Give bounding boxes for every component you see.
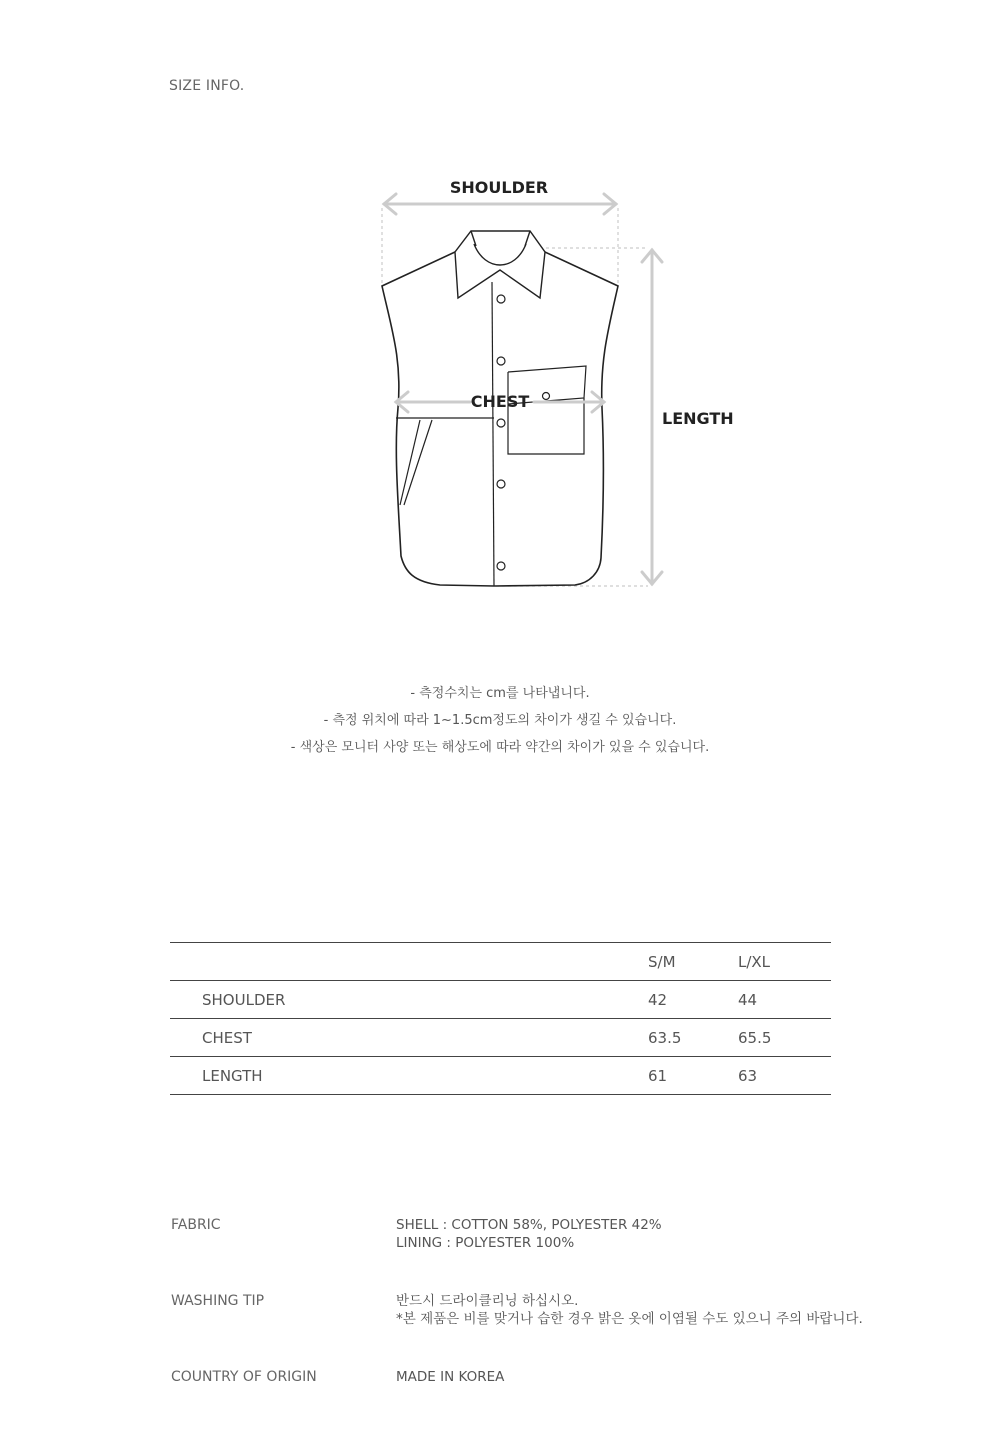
cell-value: 44 <box>738 981 831 1019</box>
table-row <box>170 1019 831 1057</box>
cell-value: 61 <box>648 1057 738 1095</box>
fabric-line: LINING : POLYESTER 100% <box>396 1235 575 1251</box>
length-label: LENGTH <box>662 409 734 428</box>
country-of-origin-value <box>396 1368 504 1386</box>
table-header-cell <box>170 943 648 981</box>
cell-value: 65.5 <box>738 1019 831 1057</box>
shoulder-arrow <box>384 194 616 214</box>
country-of-origin-label: COUNTRY OF ORIGIN <box>171 1369 317 1385</box>
table-header-cell: L/XL <box>738 943 831 981</box>
vest-measurement-diagram <box>0 0 1000 620</box>
table-header-cell: S/M <box>648 943 738 981</box>
note-line: - 측정수치는 cm를 나타냅니다. <box>410 686 590 701</box>
note-line: - 색상은 모니터 사양 또는 해상도에 따라 약간의 차이가 있을 수 있습니다. <box>290 740 710 755</box>
table-row <box>170 981 831 1019</box>
size-table <box>170 942 831 1095</box>
row-label: CHEST <box>170 1019 648 1057</box>
shoulder-label: SHOULDER <box>449 178 549 197</box>
chest-label: CHEST <box>470 392 530 411</box>
fabric-label: FABRIC <box>171 1217 221 1233</box>
fabric-line: SHELL : COTTON 58%, POLYESTER 42% <box>396 1217 662 1233</box>
cell-value: 42 <box>648 981 738 1019</box>
length-arrow <box>642 250 662 584</box>
page-title: SIZE INFO. <box>169 78 245 94</box>
row-label: LENGTH <box>170 1057 648 1095</box>
measurement-notes <box>0 680 1000 761</box>
table-header-row <box>170 943 831 981</box>
cell-value: 63 <box>738 1057 831 1095</box>
fabric-value <box>396 1216 662 1252</box>
origin-line: MADE IN KOREA <box>396 1369 505 1385</box>
cell-value: 63.5 <box>648 1019 738 1057</box>
vest-illustration <box>0 0 1000 620</box>
washing-tip-label: WASHING TIP <box>171 1293 265 1309</box>
table-row <box>170 1057 831 1095</box>
washing-line: *본 제품은 비를 맞거나 습한 경우 밝은 옷에 이염될 수도 있으니 주의 바랍니다. <box>396 1311 863 1327</box>
washing-line: 반드시 드라이클리닝 하십시오. <box>396 1293 579 1309</box>
washing-tip-value <box>396 1292 863 1328</box>
note-line: - 측정 위치에 따라 1~1.5cm정도의 차이가 생길 수 있습니다. <box>323 713 677 728</box>
row-label: SHOULDER <box>170 981 648 1019</box>
